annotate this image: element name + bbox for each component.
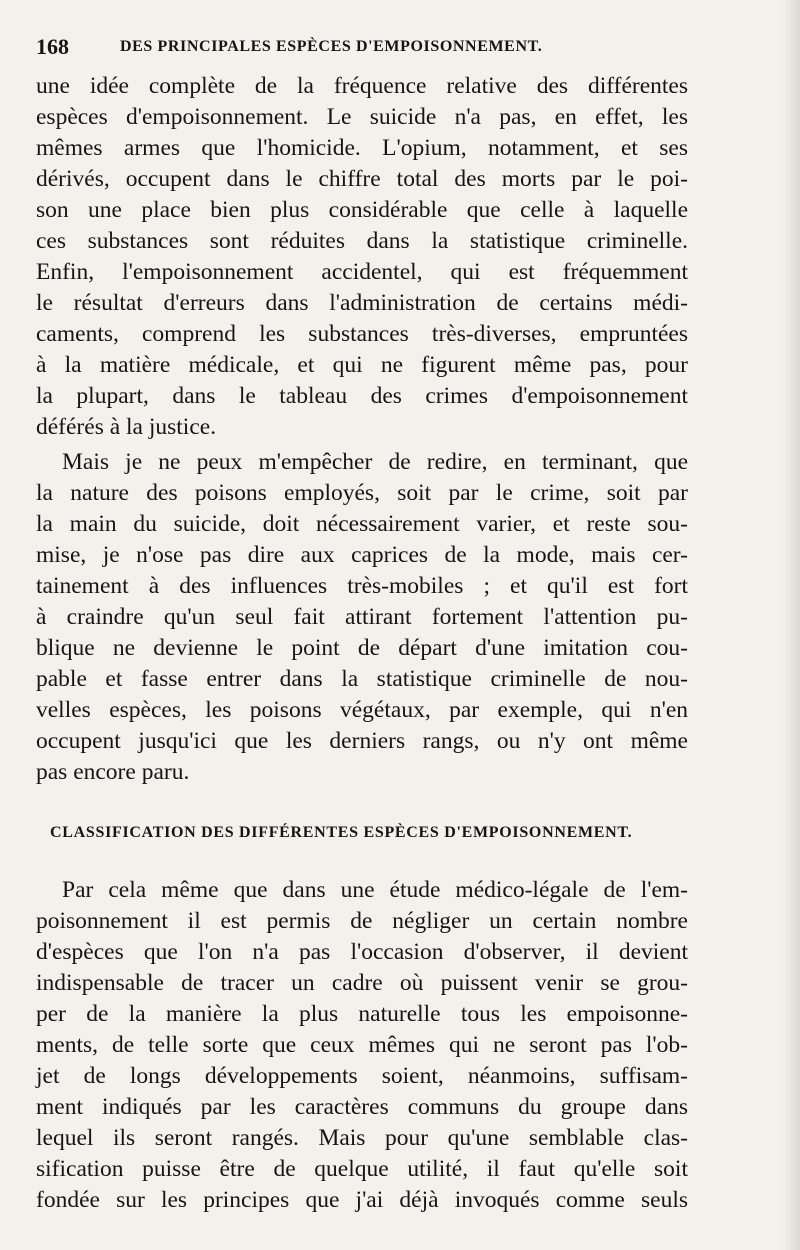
text-line: pable et fasse entrer dans la statistique criminelle de nou- [36, 666, 688, 692]
text-line: velles espèces, les poisons végétaux, par exemple, qui n'en [36, 697, 688, 723]
text-line: dérivés, occupent dans le chiffre total des morts par le poi- [36, 166, 688, 192]
text-line: ments, de telle sorte que ceux mêmes qui ne seront pas l'ob- [36, 1032, 688, 1058]
text-line: Enfin, l'empoisonnement accidentel, qui est fréquemment [36, 259, 688, 285]
text-line: Mais je ne peux m'empêcher de redire, en terminant, que [62, 449, 688, 475]
section-heading: CLASSIFICATION DES DIFFÉRENTES ESPÈCES D'EMPOISONNEMENT. [50, 824, 633, 841]
text-line: d'espèces que l'on n'a pas l'occasion d'observer, il devient [36, 939, 688, 965]
text-line: per de la manière la plus naturelle tous les empoisonne- [36, 1001, 688, 1027]
text-line: à craindre qu'un seul fait attirant fortement l'attention pu- [36, 604, 688, 630]
text-line: le résultat d'erreurs dans l'administration de certains médi- [36, 290, 688, 316]
text-line: poisonnement il est permis de négliger un certain nombre [36, 908, 688, 934]
text-line: occupent jusqu'ici que les derniers rangs, ou n'y ont même [36, 728, 688, 754]
text-line: jet de longs développements soient, néanmoins, suffisam- [36, 1063, 688, 1089]
text-line: son une place bien plus considérable que celle à laquelle [36, 197, 688, 223]
text-line: Par cela même que dans une étude médico-légale de l'em- [62, 877, 688, 903]
text-line: ment indiqués par les caractères communs du groupe dans [36, 1094, 688, 1120]
text-line: une idée complète de la fréquence relative des différentes [36, 73, 688, 99]
text-line: mêmes armes que l'homicide. L'opium, notamment, et ses [36, 135, 688, 161]
text-line: ces substances sont réduites dans la statistique criminelle. [36, 228, 688, 254]
page-header [36, 34, 736, 62]
text-line: indispensable de tracer un cadre où puissent venir se grou- [36, 970, 688, 996]
text-line: la nature des poisons employés, soit par le crime, soit par [36, 480, 688, 506]
text-line: déférés à la justice. [36, 414, 217, 440]
page-number: 168 [36, 34, 69, 59]
running-head: DES PRINCIPALES ESPÈCES D'EMPOISONNEMENT. [120, 38, 543, 55]
text-line: sification puisse être de quelque utilité, il faut qu'elle soit [36, 1156, 688, 1182]
text-line: espèces d'empoisonnement. Le suicide n'a pas, en effet, les [36, 104, 688, 130]
text-line: caments, comprend les substances très-diverses, empruntées [36, 321, 688, 347]
text-line: blique ne devienne le point de départ d'une imitation cou- [36, 635, 688, 661]
text-line: lequel ils seront rangés. Mais pour qu'une semblable clas- [36, 1125, 688, 1151]
page-edge-shadow [782, 0, 800, 1250]
text-line: à la matière médicale, et qui ne figurent même pas, pour [36, 352, 688, 378]
text-line: mise, je n'ose pas dire aux caprices de la mode, mais cer- [36, 542, 688, 568]
text-line: tainement à des influences très-mobiles ; et qu'il est fort [36, 573, 688, 599]
text-line: fondée sur les principes que j'ai déjà invoqués comme seuls [36, 1187, 688, 1213]
text-line: pas encore paru. [36, 759, 190, 785]
text-line: la main du suicide, doit nécessairement varier, et reste sou- [36, 511, 688, 537]
text-line: la plupart, dans le tableau des crimes d'empoisonnement [36, 383, 688, 409]
